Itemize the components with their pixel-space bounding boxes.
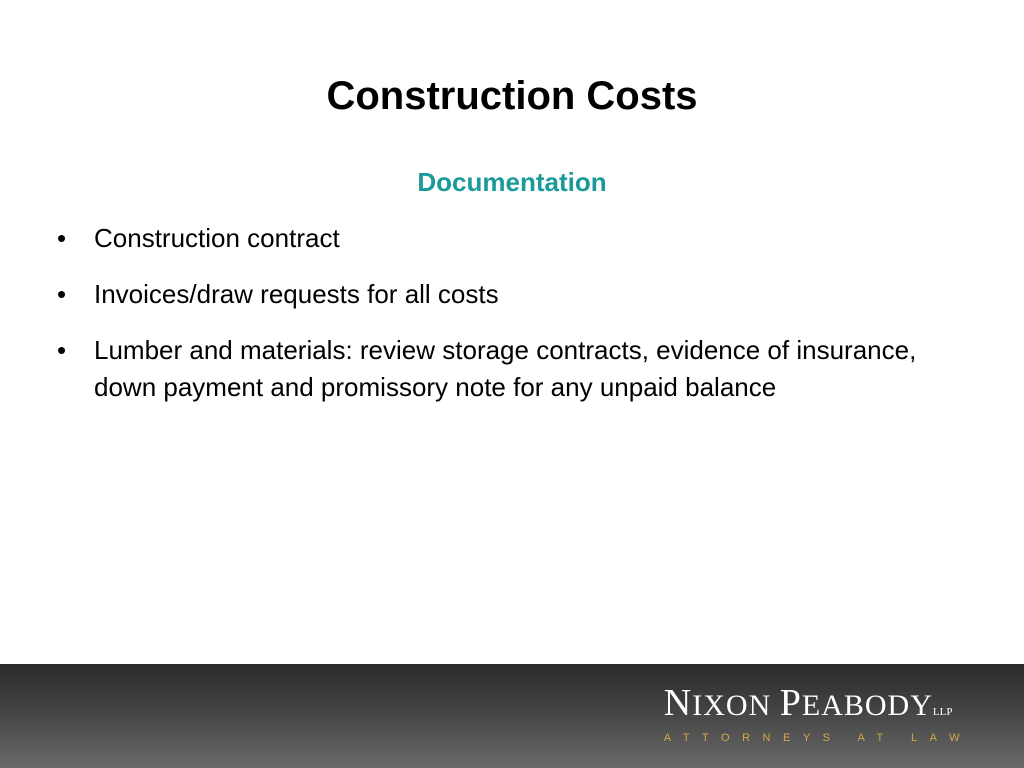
bullet-text: Lumber and materials: review storage contracts, evidence of insurance, down payment and promissory note for any unpaid balance xyxy=(94,335,917,402)
slide-title: Construction Costs xyxy=(326,74,698,118)
bullet-text: Invoices/draw requests for all costs xyxy=(94,279,499,309)
bullet-icon: • xyxy=(57,335,67,365)
company-logo xyxy=(663,682,972,745)
bullet-icon: • xyxy=(57,223,67,253)
logo-initial-first: N xyxy=(663,682,693,724)
logo-name-last: EABODY xyxy=(801,689,933,722)
logo-name xyxy=(663,682,972,729)
bullet-list xyxy=(57,220,977,425)
logo-name-first: IXON xyxy=(692,689,772,722)
bullet-item xyxy=(57,220,977,257)
logo-suffix: LLP xyxy=(932,706,953,718)
bullet-item xyxy=(57,332,977,406)
bullet-icon: • xyxy=(57,279,67,309)
logo-tagline: ATTORNEYS AT LAW xyxy=(663,732,972,744)
bullet-text: Construction contract xyxy=(94,223,340,253)
logo-initial-last: P xyxy=(779,682,802,724)
section-subtitle: Documentation xyxy=(417,167,607,197)
bullet-item xyxy=(57,276,977,313)
